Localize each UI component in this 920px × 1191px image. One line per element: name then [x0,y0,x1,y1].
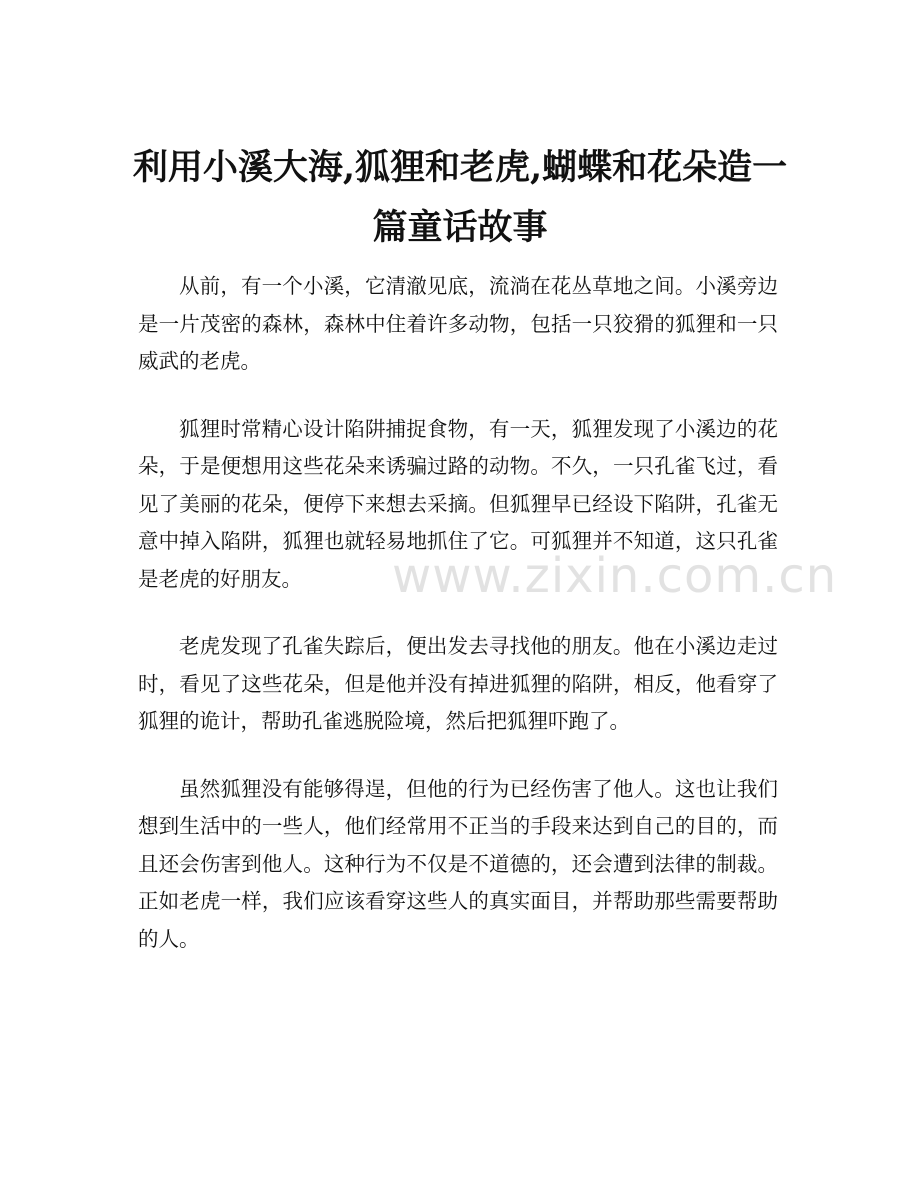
paragraph-1: 从前，有一个小溪，它清澈见底，流淌在花丛草地之间。小溪旁边是一片茂密的森林，森林中住着许多动物，包括一只狡猾的狐狸和一只威武的老虎。 [138,274,778,373]
title-line-1: 利用小溪大海,狐狸和老虎,蝴蝶和花朵造一 [132,147,788,188]
document-title [100,138,820,258]
paragraph-3: 老虎发现了孔雀失踪后，便出发去寻找他的朋友。他在小溪边走过时，看见了这些花朵，但是他并没有掉进狐狸的陷阱，相反，他看穿了狐狸的诡计，帮助孔雀逃脱险境，然后把狐狸吓跑了。 [138,634,778,733]
document-body [138,268,778,988]
watermark: www.zixin.com.cn [392,548,838,604]
title-line-2: 篇童话故事 [372,207,548,248]
paragraph-4: 虽然狐狸没有能够得逞，但他的行为已经伤害了他人。这也让我们想到生活中的一些人，他们经常用不正当的手段来达到自己的目的，而且还会伤害到他人。这种行为不仅是不道德的，还会遭到法律的制裁。正如老虎一样，我们应该看穿这些人的真实面目，并帮助那些需要帮助的人。 [138,776,778,951]
paragraph-2: 狐狸时常精心设计陷阱捕捉食物，有一天，狐狸发现了小溪边的花朵，于是便想用这些花朵来诱骗过路的动物。不久，一只孔雀飞过，看见了美丽的花朵，便停下来想去采摘。但狐狸早已经设下陷阱，孔雀无意中掉入陷阱，狐狸也就轻易地抓住了它。可狐狸并不知道，这只孔雀是老虎的好朋友。 [138,416,778,591]
